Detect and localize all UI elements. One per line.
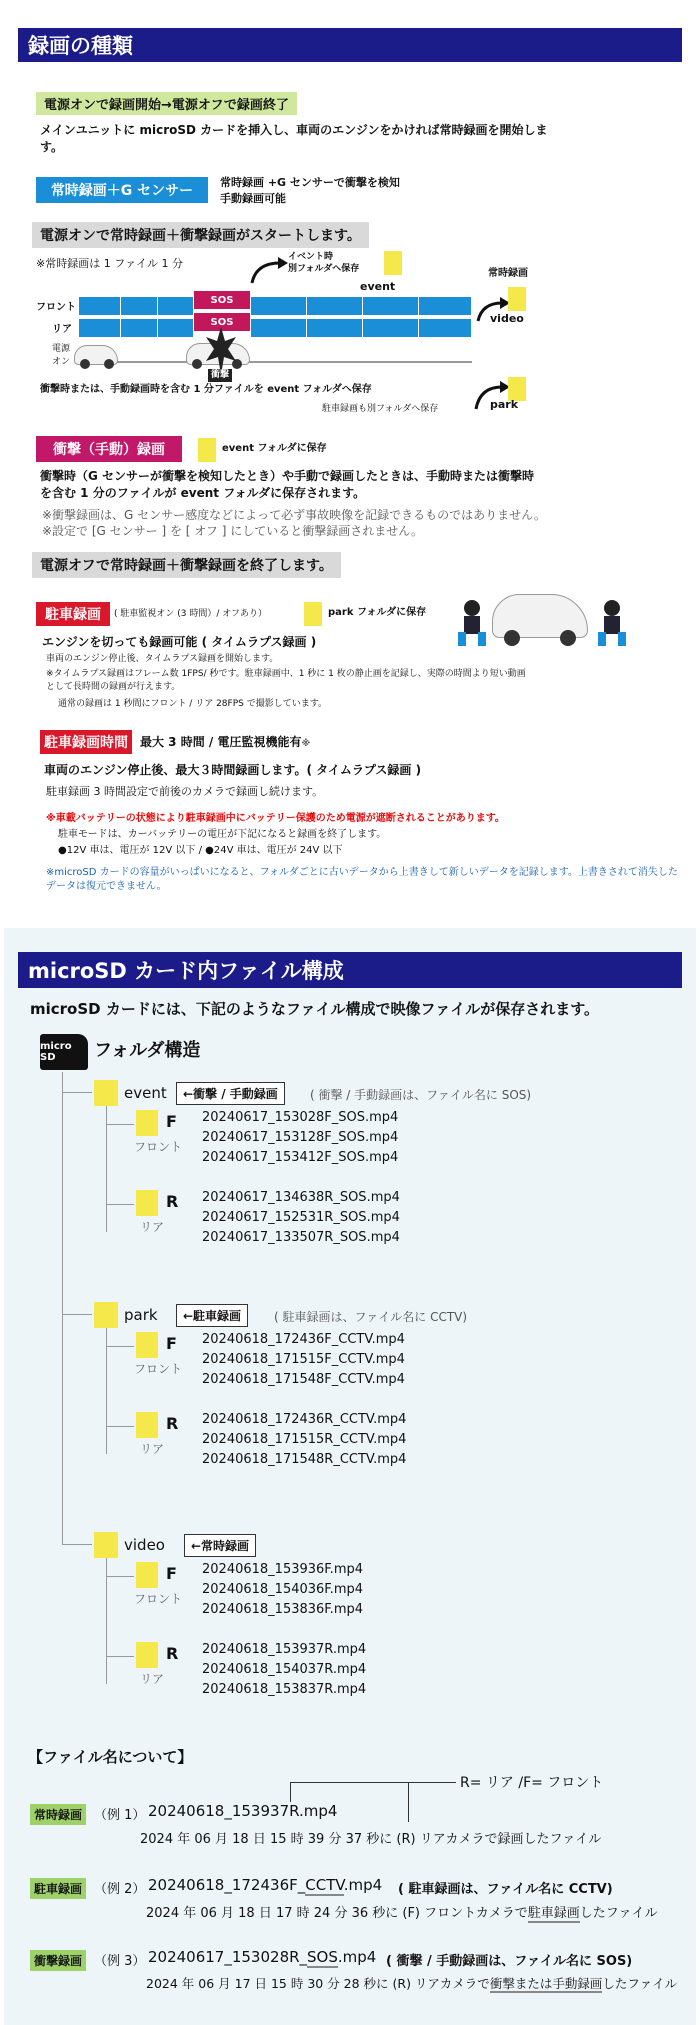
front-label: フロント — [134, 1362, 183, 1376]
ex1-num: （例 1） — [94, 1808, 146, 1823]
manual-desc: 衝撃時（G センサーが衝撃を検知したとき）や手動で録画したときは、手動時または衝撃時を含む 1 分のファイルが event フォルダに保存されます。 — [40, 469, 535, 500]
ex1-tag: 常時録画 — [30, 1804, 86, 1825]
ex2-note: ( 駐車録画は、ファイル名に CCTV) — [398, 1882, 613, 1897]
parking-sub: ( 駐車監視オン (3 時間）/ オフあり） — [114, 609, 267, 619]
file-name: 20240618_154036F.mp4 — [202, 1582, 364, 1597]
folder-icon — [94, 1302, 118, 1328]
sos-rear: SOS — [194, 313, 250, 331]
ex3-file — [148, 1948, 376, 1966]
manual-recording-badge: 衝撃（手動）録画 — [36, 436, 182, 462]
file-name: 20240618_171548R_CCTV.mp4 — [202, 1452, 407, 1467]
front-bar-1 — [78, 296, 194, 316]
folder-name: park — [124, 1306, 158, 1324]
ex3-note: ( 衝撃 / 手動録画は、ファイル名に SOS) — [386, 1954, 633, 1969]
park-folder-save: park フォルダに保存 — [328, 607, 427, 618]
file-name: 20240618_171515R_CCTV.mp4 — [202, 1432, 407, 1447]
tree-line — [106, 1124, 134, 1125]
ex3-desc-b: 衝撃または手動録画 — [489, 1976, 603, 1991]
ex2-file-c: .mp4 — [343, 1876, 383, 1894]
ex3-file-a: 20240617_153028R_ — [148, 1948, 308, 1966]
manual-folder-icon — [198, 438, 216, 462]
parking-recording-badge: 駐車録画 — [36, 602, 110, 626]
tree-line — [106, 1204, 134, 1205]
file-name: 20240617_133507R_SOS.mp4 — [202, 1230, 400, 1245]
rear-bar-2 — [250, 318, 472, 338]
file-name: 20240618_153836F.mp4 — [202, 1602, 364, 1617]
parking-desc-3: 通常の録画は 1 秒間にフロント / リア 28FPS で撮影しています。 — [58, 699, 327, 709]
ex3-desc — [146, 1974, 677, 1992]
file-name: 20240618_153936F.mp4 — [202, 1562, 364, 1577]
r-letter: R — [166, 1192, 179, 1211]
file-name: 20240617_153412F_SOS.mp4 — [202, 1150, 399, 1165]
thief-icon-1 — [452, 598, 492, 648]
sd-structure-title: microSD カード内ファイル構成 — [18, 952, 682, 988]
file-name: 20240618_171548F_CCTV.mp4 — [202, 1372, 405, 1387]
f-folder-icon — [136, 1562, 158, 1588]
blue-note: ※microSD カードの容量がいっぱいになると、フォルダごとに古いデータから上書きして新しいデータを記録します。上書きされて消失したデータは復元できません。 — [46, 867, 678, 892]
rear-bar-1 — [78, 318, 194, 338]
event-folder-icon — [384, 251, 402, 275]
video-folder-icon — [508, 287, 526, 311]
video-label: video — [490, 312, 524, 325]
rear-label: リア — [140, 1442, 165, 1456]
event-save-2: 別フォルダへ保存 — [288, 264, 360, 274]
ex2-desc-b: 駐車録画 — [527, 1906, 580, 1921]
front-bar-2 — [250, 296, 472, 316]
ex3-desc-c: したファイル — [602, 1976, 678, 1991]
folder-note: ( 衝撃 / 手動録画は、ファイル名に SOS) — [310, 1088, 532, 1102]
red-warning: ※車載バッテリーの状態により駐車録画中にバッテリー保護のため電源が遮断されることがあります。 — [46, 813, 505, 824]
ex2-file — [148, 1876, 382, 1894]
park-folder-icon-2 — [304, 602, 322, 626]
r-letter: R — [166, 1644, 179, 1663]
tree-line — [106, 1426, 134, 1427]
ex2-desc-c: したファイル — [579, 1906, 658, 1921]
sd-subtitle: microSD カードには、下記のようなファイル構成で映像ファイルが保存されます。 — [30, 1000, 600, 1018]
parking-time-head — [140, 734, 310, 751]
tag-power-on-start: 電源オンで常時録画＋衝撃録画がスタートします。 — [32, 222, 369, 248]
rear-label: リア — [52, 324, 72, 335]
parking-time-head-text: 最大 3 時間 / 電圧監視機能有 — [140, 735, 302, 749]
folder-icon — [94, 1532, 118, 1558]
file-name: 20240617_153128F_SOS.mp4 — [202, 1130, 399, 1145]
folder-label: ←衝撃 / 手動録画 — [176, 1082, 285, 1105]
folder-note: ( 駐車録画は、ファイル名に CCTV) — [274, 1310, 468, 1324]
parking-desc-2: ※タイムラプス録画はフレーム数 1FPS/ 秒です。駐車録画中、1 秒に 1 枚の静止画を記録し、実際の時間より短い動画として長時間の録画が行えます。 — [46, 669, 526, 692]
file-name: 20240618_153837R.mp4 — [202, 1682, 367, 1697]
constant-recording-badge: 常時録画＋G センサー — [36, 177, 208, 203]
constant-desc-2: 手動録画可能 — [220, 192, 286, 205]
file-name: 20240617_152531R_SOS.mp4 — [202, 1210, 400, 1225]
parking-desc-1: 車両のエンジン停止後、タイムラプス録画を開始します。 — [46, 654, 279, 664]
constant-label: 常時録画 — [488, 268, 528, 279]
park-save-note: 駐車録画も別フォルダへ保存 — [322, 404, 439, 414]
thief-icon-2 — [592, 598, 632, 648]
microsd-icon: micro SD — [40, 1034, 88, 1070]
warn-sub-1: 駐車モードは、カーバッテリーの電圧が下記になると録画を終了します。 — [58, 829, 387, 840]
parking-illustration — [452, 590, 632, 650]
r-folder-icon — [136, 1642, 158, 1668]
rear-label: リア — [140, 1220, 165, 1234]
file-name: 20240618_154037R.mp4 — [202, 1662, 367, 1677]
file-name: 20240617_153028F_SOS.mp4 — [202, 1110, 399, 1125]
manual-note-2: ※設定で [G センサー ] を [ オフ ] にしていると衝撃録画されません。 — [42, 524, 423, 538]
folder-structure-title: フォルダ構造 — [94, 1040, 201, 1061]
folder-name: event — [124, 1084, 167, 1102]
ex3-file-b: SOS — [307, 1948, 338, 1966]
parking-time-b1: 車両のエンジン停止後、最大３時間録画します。( タイムラプス録画 ) — [44, 763, 422, 777]
power-on-label: 電源 オン — [52, 344, 71, 367]
event-save-1: イベント時 — [288, 252, 334, 262]
impact-note: 衝撃時または、手動録画時を含む 1 分ファイルを event フォルダへ保存 — [40, 384, 372, 395]
ex2-file-a: 20240618_172436F_ — [148, 1876, 306, 1894]
file-name: 20240618_172436F_CCTV.mp4 — [202, 1332, 405, 1347]
ex2-desc-a: 2024 年 06 月 18 日 17 時 24 分 36 秒に (F) フロントカメラで — [146, 1906, 528, 1921]
f-folder-icon — [136, 1110, 158, 1136]
folder-icon — [94, 1080, 118, 1106]
per-file-note: ※常時録画は 1 ファイル 1 分 — [36, 257, 183, 270]
parking-time-b2: 駐車録画 3 時間設定で前後のカメラで録画し続けます。 — [46, 785, 324, 798]
folder-label: ←駐車録画 — [176, 1304, 248, 1327]
tag-power-on-off: 電源オンで録画開始→電源オフで録画終了 — [36, 92, 297, 115]
parking-time-mark: ※ — [301, 739, 311, 749]
intro-text: メインユニットに microSD カードを挿入し、車両のエンジンをかければ常時録画を開始します。 — [40, 123, 548, 154]
ex2-num: （例 2） — [94, 1882, 146, 1897]
tag-power-off-end: 電源オフで常時録画＋衝撃録画を終了します。 — [32, 552, 341, 578]
park-label: park — [490, 398, 519, 411]
file-name: 20240618_172436R_CCTV.mp4 — [202, 1412, 407, 1427]
impact-label: 衝撃 — [208, 369, 232, 382]
event-folder-save: event フォルダに保存 — [222, 443, 327, 454]
file-name: 20240618_153937R.mp4 — [202, 1642, 367, 1657]
front-label: フロント — [134, 1140, 183, 1154]
filename-title: 【ファイル名について】 — [28, 1748, 193, 1766]
ex2-tag: 駐車録画 — [30, 1878, 86, 1899]
parking-head: エンジンを切っても録画可能 ( タイムラプス録画 ) — [42, 635, 317, 649]
tree-line — [106, 1656, 134, 1657]
event-label: event — [360, 280, 396, 293]
f-folder-icon — [136, 1332, 158, 1358]
r-folder-icon — [136, 1190, 158, 1216]
constant-desc-1: 常時録画 +G センサーで衝撃を検知 — [220, 176, 400, 189]
r-letter: R — [166, 1414, 179, 1433]
ex3-tag: 衝撃録画 — [30, 1950, 86, 1971]
rf-note: R= リア /F= フロント — [460, 1775, 604, 1791]
ex1-desc: 2024 年 06 月 18 日 15 時 39 分 37 秒に (R) リアカメラで録画したファイル — [140, 1832, 602, 1847]
f-letter: F — [166, 1112, 177, 1131]
event-arrow-icon — [250, 255, 290, 285]
ex3-desc-a: 2024 年 06 月 17 日 15 時 30 分 28 秒に (R) リアカメラで — [146, 1976, 490, 1991]
f-letter: F — [166, 1564, 177, 1583]
file-name: 20240617_134638R_SOS.mp4 — [202, 1190, 400, 1205]
sos-front: SOS — [194, 291, 250, 309]
tree-line — [106, 1346, 134, 1347]
folder-label: ←常時録画 — [184, 1534, 256, 1557]
front-label: フロント — [134, 1592, 183, 1606]
ex1-file: 20240618_153937R.mp4 — [148, 1802, 338, 1820]
impact-burst-icon — [206, 327, 236, 375]
ex3-num: （例 3） — [94, 1954, 146, 1969]
r-folder-icon — [136, 1412, 158, 1438]
folder-name: video — [124, 1536, 165, 1554]
ex2-desc — [146, 1902, 658, 1921]
front-label: フロント — [36, 302, 76, 313]
tree-line — [106, 1576, 134, 1577]
warn-sub-2: ●12V 車は、電圧が 12V 以下 / ●24V 車は、電圧が 24V 以下 — [58, 845, 343, 856]
parking-time-badge: 駐車録画時間 — [40, 730, 132, 754]
manual-note-1: ※衝撃録画は、G センサー感度などによって必ず事故映像を記録できるものではありません。 — [42, 508, 546, 522]
recording-diagram — [0, 245, 700, 425]
section-title: 録画の種類 — [18, 28, 682, 62]
ex2-file-b: CCTV — [305, 1876, 344, 1894]
file-name: 20240618_171515F_CCTV.mp4 — [202, 1352, 405, 1367]
f-letter: F — [166, 1334, 177, 1353]
rear-label: リア — [140, 1672, 165, 1686]
ex3-file-c: .mp4 — [337, 1948, 377, 1966]
